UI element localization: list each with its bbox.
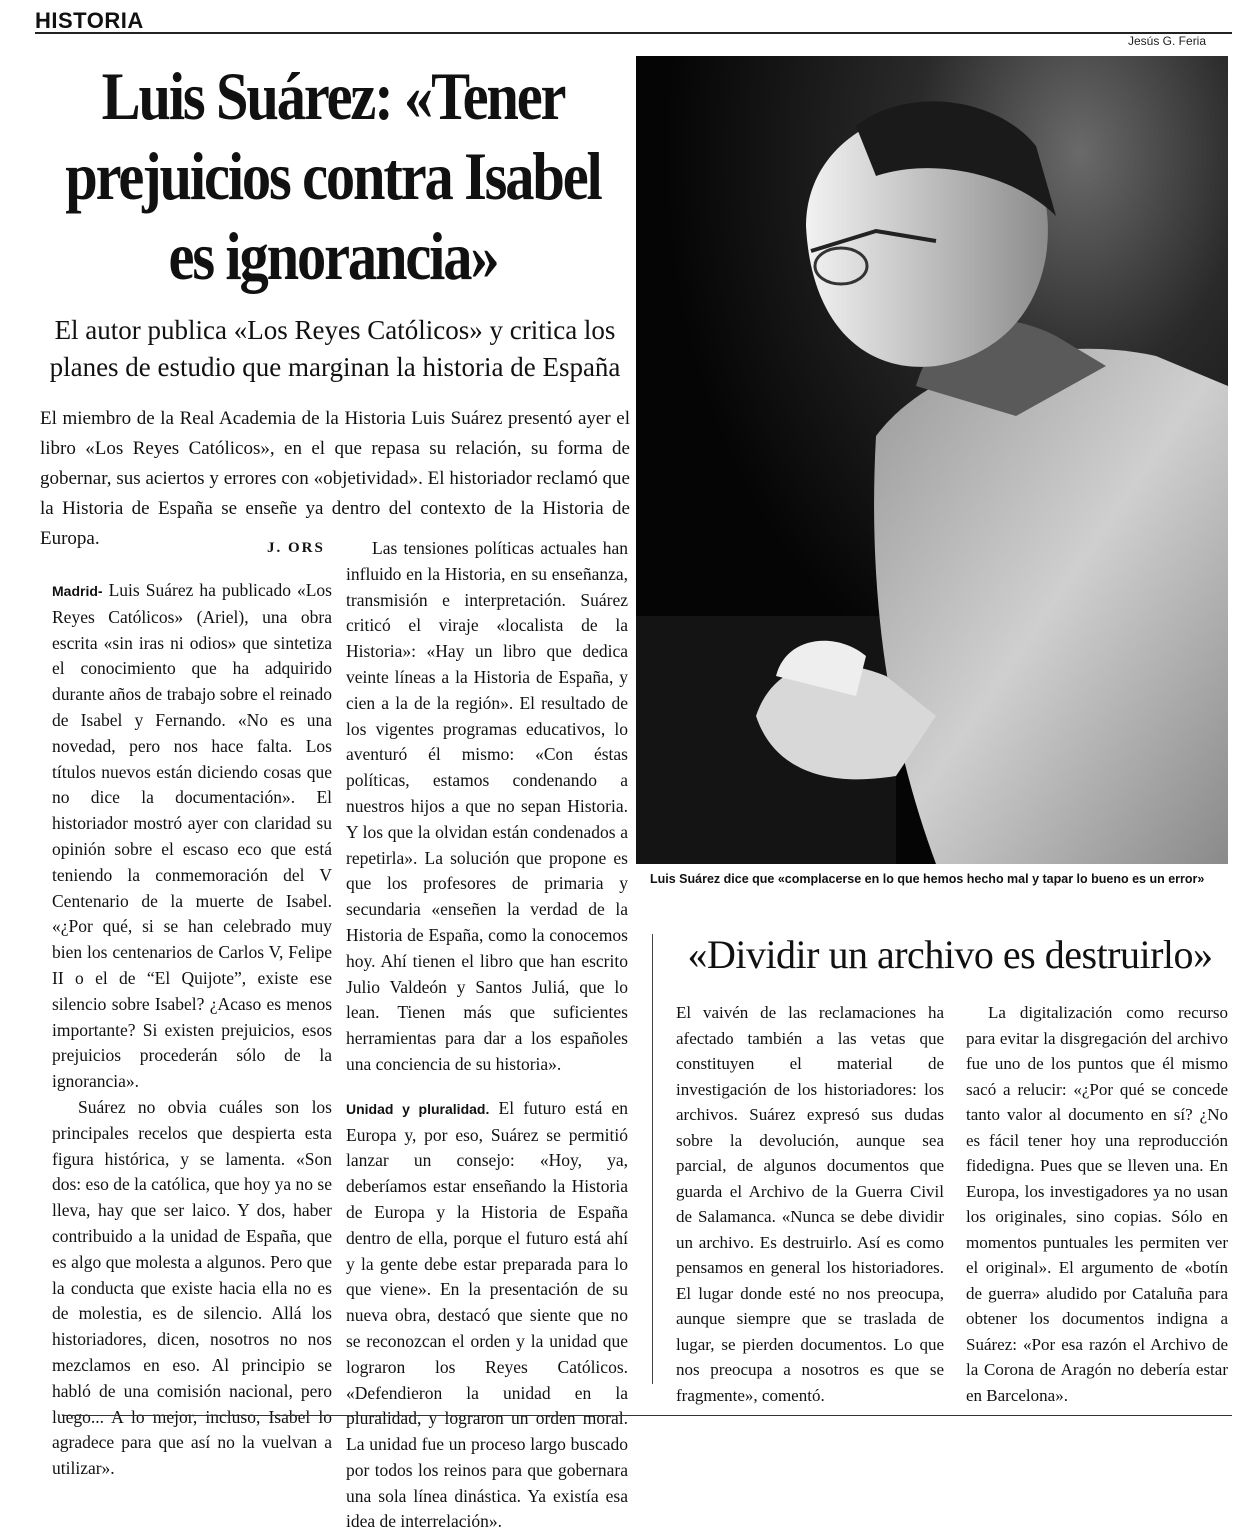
body-column-1 <box>52 578 332 1482</box>
body-paragraph-3: Las tensiones políticas actuales han influido en la Historia, en su enseñanza, transmisión e interpretación. Suárez criticó el viraje «localista de la Historia»: «Hay un libro que dedica veinte líneas a la Historia de España, y cien a la de la región». El resultado de los vigentes programas educativos, lo aventuró él mismo: «Con éstas políticas, estamos condenando a nuestros hijos a que no sepan Historia. Y los que la olvidan están condenados a repetirla». La solución que propone es que los profesores de primaria y secundaria «enseñen la verdad de la Historia de España, como la conocemos hoy. Ahí tienen el libro que han escrito Julio Valdeón y Santos Juliá, que lo lean. Tienen más que suficientes herramientas para dar a los españoles una conciencia de su historia». <box>346 538 628 1074</box>
dateline: Madrid- <box>52 583 103 599</box>
body-paragraph-1: Luis Suárez ha publicado «Los Reyes Católicos» (Ariel), una obra escrita «sin iras ni odios» que sintetiza el conocimiento que ha adquirido durante años de trabajo sobre el reinado de Isabel y Fernando. «No es una novedad, pero nos hace falta. Los títulos nuevos están diciendo cosas que no dice la documentación». El historiador mostró ayer con claridad su opinión sobre el escaso eco que está teniendo la conmemoración del V Centenario de la muerte de Isabel. «¿Por qué, si se han celebrado muy bien los centenarios de Carlos V, Felipe II o el de “El Quijote”, existe ese silencio sobre Isabel? ¿Acaso es menos importante? Si existen prejuicios, esos prejuicios procederán sólo de la ignorancia». <box>52 580 332 1092</box>
photo-credit: Jesús G. Feria <box>1128 34 1207 48</box>
sidebar-paragraph-1: El vaivén de las reclamaciones ha afectado también a las vetas que constituyen el material de investigación de los historiadores: los archivos. Suárez expresó sus dudas sobre la devolución, aunque sea parcial, de algunos documentos que guarda el Archivo de la Guerra Civil de Salamanca. «Nunca se debe dividir un archivo. Es destruirlo. Así es como pensamos en general los historiadores. El lugar donde esté no nos preocupa, aunque siempre que se traslada de lugar, se pierden documentos. Lo que nos preocupa a nosotros es que se fragmente», comentó. <box>676 1003 944 1405</box>
body-paragraph-2: Suárez no obvia cuáles son los principales recelos que despierta esta figura histórica, y se lamenta. «Son dos: eso de la católica, que hoy ya no se lleva, hay que ser laico. Y dos, haber contribuido a la unidad de España, que es algo que molesta a algunos. Pero que la conducta que existe hacia ella no es de molestia, es de silencio. Allá los historiadores, dicen, nosotros no nos mezclamos en eso. Al principio se habló de una comisión nacional, pero luego... A lo mejor, incluso, Isabel lo agradece para que así no la vuelvan a utilizar». <box>52 1096 332 1479</box>
bottom-rule <box>62 1415 1232 1416</box>
lead-paragraph: El miembro de la Real Academia de la Historia Luis Suárez presentó ayer el libro «Los Reyes Católicos», en el que repasa su relación, su forma de gobernar, sus aciertos y errores con «objetividad». El historiador reclamó que la Historia de España se enseñe ya dentro del contexto de la Historia de Europa. <box>40 408 630 549</box>
photo-caption: Luis Suárez dice que «complacerse en lo que hemos hecho mal y tapar lo bueno es un error» <box>650 872 1205 886</box>
sidebar-paragraph-2: La digitalización como recurso para evitar la disgregación del archivo fue uno de los puntos que él mismo sacó a relucir: «¿Por qué se concede tanto valor al documento en sí? ¿No es fácil tener hoy una reproducción fidedigna. Pues que se lleven una. En Europa, los investigadores ya no usan los originales, sino copias. Sólo en momentos puntuales les permiten ver el original». El argumento de «botín de guerra» aludido por Cataluña para obtener los documentos indigna a Suárez: «Por esa razón el Archivo de la Corona de Aragón no debería estar en Barcelona». <box>966 1003 1228 1405</box>
sidebar-divider <box>652 934 653 1384</box>
top-rule <box>35 32 1232 34</box>
portrait-photo <box>636 56 1228 864</box>
headline: Luis Suárez: «Tener prejuicios contra Isabel es ignorancia» <box>65 58 601 294</box>
subheadline: El autor publica «Los Reyes Católicos» y critica los planes de estudio que marginan la historia de España <box>49 315 621 382</box>
body-column-2 <box>346 536 628 1535</box>
section-kicker: Unidad y pluralidad. <box>346 1100 490 1117</box>
sidebar-title: «Dividir un archivo es destruirlo» <box>687 932 1213 977</box>
byline: J. ORS <box>267 540 325 556</box>
portrait-illustration <box>636 56 1228 864</box>
section-label: HISTORIA <box>35 8 144 33</box>
body-paragraph-4: El futuro está en Europa y, por eso, Suárez se permitió lanzar un consejo: «Hoy, ya, deberíamos estar enseñando la Historia de Europa y la Historia de España dentro de ella, porque el futuro está ahí y la gente debe estar preparada para lo que viene». En la presentación de su nueva obra, destacó que siente que no se reconozcan el orden y la unidad que lograron los Reyes Católicos. «Defendieron la unidad en la pluralidad, y lograron un orden moral. La unidad fue un proceso largo buscado por todos los reinos para que gobernara una sola línea dinástica. Ya existía esa idea de interrelación». <box>346 1097 629 1532</box>
